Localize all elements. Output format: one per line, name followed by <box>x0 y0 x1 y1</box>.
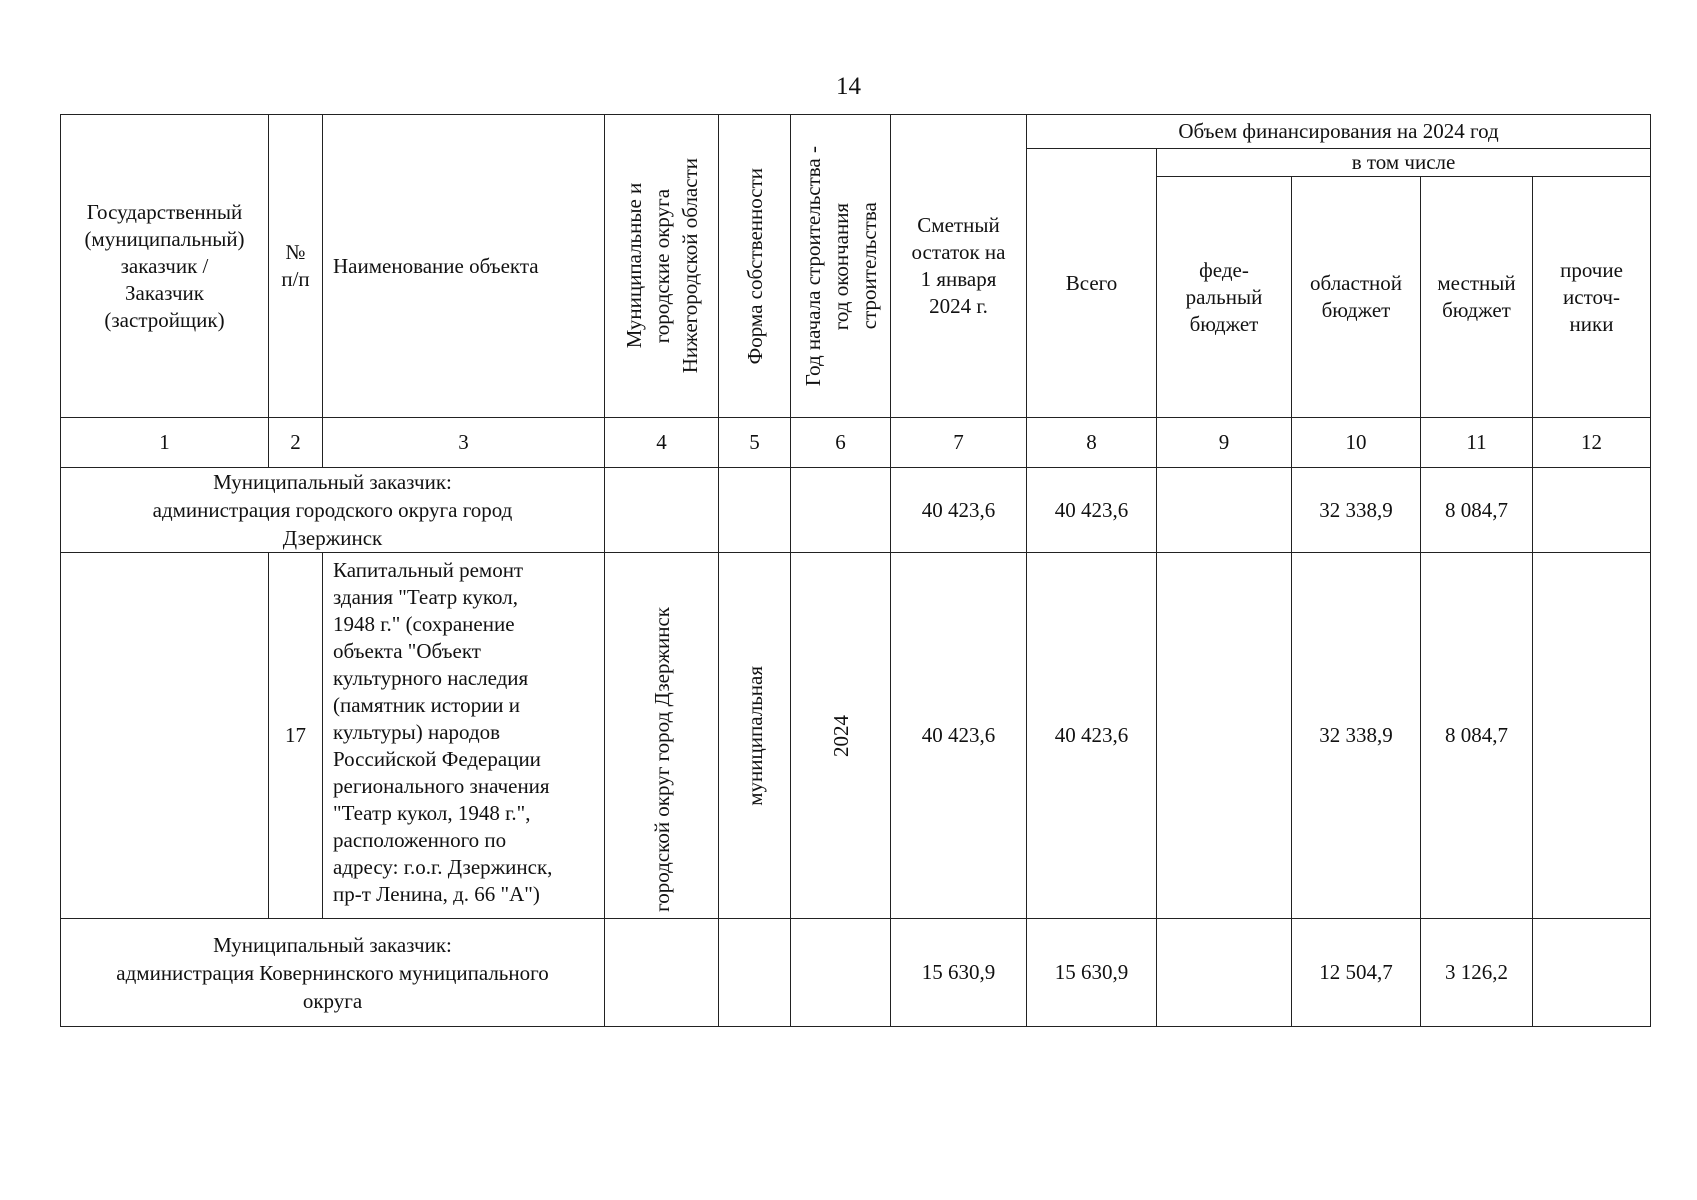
other-cell <box>1533 919 1651 1027</box>
column-number: 9 <box>1157 418 1292 468</box>
empty-cell <box>719 919 791 1027</box>
item-municipality <box>605 553 719 919</box>
item-object-name: Капитальный ремонт здания "Театр кукол, 1948 г." (сохранение объекта "Объект культурного наследия (памятник истории и культуры) народов Российской Федерации регионального значения "Театр кукол, 1948 г.", расположенного по адресу: г.о.г. Дзержинск, пр-т Ленина, д. 66 "А") <box>323 553 605 919</box>
header-local: местный бюджет <box>1421 177 1533 418</box>
group-customer: Муниципальный заказчик: администрация Ковернинского муниципального округа <box>61 919 605 1027</box>
column-number: 1 <box>61 418 269 468</box>
header-ownership <box>719 115 791 418</box>
column-number: 12 <box>1533 418 1651 468</box>
item-ownership <box>719 553 791 919</box>
header-federal: феде- ральный бюджет <box>1157 177 1292 418</box>
column-number: 2 <box>269 418 323 468</box>
empty-cell <box>791 468 891 553</box>
regional-cell: 32 338,9 <box>1292 468 1421 553</box>
column-number: 4 <box>605 418 719 468</box>
estimate-cell: 40 423,6 <box>891 468 1027 553</box>
header-object-name: Наименование объекта <box>323 115 605 418</box>
header-including: в том числе <box>1157 149 1651 177</box>
other-cell <box>1533 468 1651 553</box>
item-municipality-label: городской округ город Дзержинск <box>649 607 674 912</box>
item-ownership-label: муниципальная <box>742 665 767 806</box>
federal-cell <box>1157 919 1292 1027</box>
table-row-group <box>61 468 1651 553</box>
header-total: Всего <box>1027 149 1157 418</box>
header-num: № п/п <box>269 115 323 418</box>
empty-cell <box>719 468 791 553</box>
header-municipalities-label: Муниципальные и городские округа Нижегородской области <box>621 158 702 374</box>
item-years-label: 2024 <box>828 714 853 757</box>
column-number: 7 <box>891 418 1027 468</box>
empty-cell <box>605 468 719 553</box>
estimate-cell: 40 423,6 <box>891 553 1027 919</box>
financing-table <box>60 114 1651 1027</box>
empty-cell <box>791 919 891 1027</box>
federal-cell <box>1157 553 1292 919</box>
table-row-group <box>61 919 1651 1027</box>
estimate-cell: 15 630,9 <box>891 919 1027 1027</box>
header-funding-group: Объем финансирования на 2024 год <box>1027 115 1651 149</box>
regional-cell: 32 338,9 <box>1292 553 1421 919</box>
empty-cell <box>61 553 269 919</box>
column-number: 8 <box>1027 418 1157 468</box>
local-cell: 8 084,7 <box>1421 468 1533 553</box>
other-cell <box>1533 553 1651 919</box>
empty-cell <box>605 919 719 1027</box>
header-years-label: Год начала строительства - год окончания строительства <box>800 145 881 387</box>
federal-cell <box>1157 468 1292 553</box>
table-row-item <box>61 553 1651 919</box>
item-years <box>791 553 891 919</box>
page-number: 14 <box>836 73 861 100</box>
item-num: 17 <box>269 553 323 919</box>
local-cell: 8 084,7 <box>1421 553 1533 919</box>
regional-cell: 12 504,7 <box>1292 919 1421 1027</box>
header-municipalities <box>605 115 719 418</box>
local-cell: 3 126,2 <box>1421 919 1533 1027</box>
column-number-row <box>61 418 1651 468</box>
column-number: 5 <box>719 418 791 468</box>
total-cell: 15 630,9 <box>1027 919 1157 1027</box>
header-regional: областной бюджет <box>1292 177 1421 418</box>
header-years <box>791 115 891 418</box>
column-number: 10 <box>1292 418 1421 468</box>
total-cell: 40 423,6 <box>1027 468 1157 553</box>
header-ownership-label: Форма собственности <box>742 167 767 365</box>
column-number: 11 <box>1421 418 1533 468</box>
header-row-1 <box>61 115 1651 149</box>
header-estimate: Сметный остаток на 1 января 2024 г. <box>891 115 1027 418</box>
column-number: 3 <box>323 418 605 468</box>
total-cell: 40 423,6 <box>1027 553 1157 919</box>
group-customer: Муниципальный заказчик: администрация городского округа город Дзержинск <box>61 468 605 553</box>
header-customer: Государственный (муниципальный) заказчик / Заказчик (застройщик) <box>61 115 269 418</box>
header-other: прочие источ- ники <box>1533 177 1651 418</box>
column-number: 6 <box>791 418 891 468</box>
